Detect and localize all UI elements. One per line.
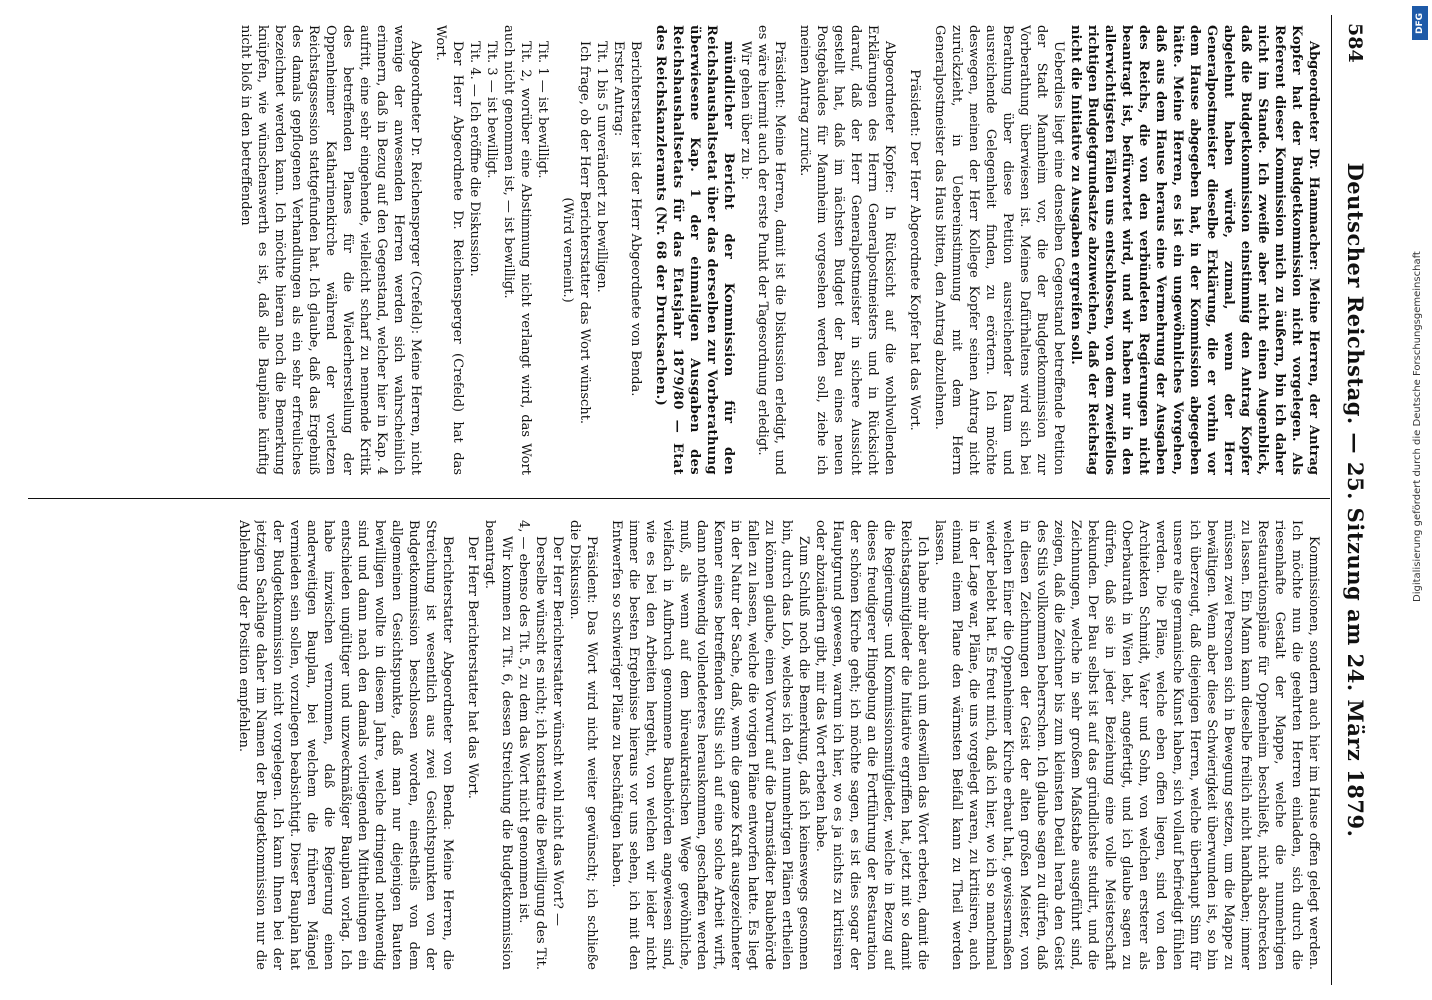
- paragraph: Tit. 1 bis 5 unverändert zu bewilligen.: [594, 41, 609, 293]
- page-number: 584: [1344, 23, 1366, 63]
- paragraph: Abgeordneter Dr. Reichensperger (Crefeld): Meine Herren, nicht wenige der anwesenden Herren werden sich wahrscheinlich erinnern, daß in Bezug auf den Gegenstand, welcher hier in Kap. 4 aufritt, eine sehr eingehende, vielleicht scharf zu nennende Kritik des betreffenden Planes für die Wiederherstellung der Oppenheimer Katharinenkirche während der vorletzen Reichstagssession stattgefunden hat. Ich glaube, daß das Ergebniß des damals gepflogenen Verhandlungen als ein sehr erfreuliches bezeichnet werden kann. Ich möchte hieran noch die Bemerkung knüpfen, wie wünschenswerth es ist, daß alle Baupläne künftig nicht bloß in den betreffenden: [238, 25, 423, 475]
- header-rule: [1331, 15, 1332, 985]
- paragraph: Tit. 1 — ist bewilligt.: [535, 41, 550, 179]
- digitization-credit: Digitalisierung gefördert durch die Deutsche Forschungsgemeinschaft: [1412, 251, 1423, 602]
- paragraph: Präsident: Der Herr Abgeordnete Kopfer hat das Wort.: [907, 69, 922, 431]
- paragraph: Erster Antrag:: [611, 41, 626, 137]
- column-divider: [28, 498, 1330, 499]
- paragraph: Abgeordneter Kopfer: In Rücksicht auf die wohlwollenden Erklärungen des Herrn Generalpostmeisters und in Rücksicht darauf, daß der Herr Generalpostmeister in sichere Aussicht gestellt hat, daß im nächsten Budget der Bau eines neuen Postgebäudes für Mannheim vorgesehen werden soll, ziehe ich meinen Antrag zurück.: [797, 25, 897, 475]
- dfg-logo: DFG: [1412, 6, 1428, 40]
- document-page: [28, 15, 1380, 985]
- page-header: [1328, 15, 1380, 985]
- paragraph: Präsident: Meine Herren, damit ist die Diskussion erledigt, und es wäre hiermit auch der erste Punkt der Tagesordnung erledigt.: [755, 25, 787, 475]
- paragraph: Berichterstatter ist der Herr Abgeordnete von Benda.: [628, 41, 643, 397]
- page-title: Deutscher Reichstag. — 25. Sitzung am 24. März 1879.: [1343, 162, 1368, 838]
- paragraph: Ich habe mir aber auch um deswillen das Wort erbeten, damit die Reichstagsmitglieder die Initiative ergriffen hat, jetzt mit so damit die Regierungs- und Kommissionsmitglieder, welche in Bezug auf dieses freudigerer Hingebung an die Fortführung der Restauration der schönen Kirche geht; ich möchte sagen, es ist dies sogar der Hauptgrund gewesen, warum ich hier, wo es ja nichts zu kritisiren oder abzuändern gibt, mir das Wort erbeten habe.: [813, 520, 930, 970]
- paragraph: Ich frage, ob der Herr Berichterstatter das Wort wünscht.: [577, 41, 592, 425]
- paragraph: Tit. 3 — ist bewilligt.: [484, 41, 499, 179]
- paragraph: Der Herr Abgeordnete Dr. Reichensperger (Crefeld) hat das Wort.: [433, 25, 465, 475]
- paragraph: Wir kommen zu Tit. 6, dessen Streichung die Budgetkommission beantragt.: [482, 520, 514, 970]
- paragraph: Tit. 2, worüber eine Abstimmung nicht verlangt wird, das Wort auch nicht genommen ist, — ist bewilligt.: [501, 25, 533, 475]
- paragraph: Der Herr Berichterstatter hat das Wort.: [465, 536, 480, 799]
- paragraph: Zum Schluß noch die Bemerkung, daß ich keineswegs gesonnen bin, durch das Lob, welches ich den nunmehrigen Plänen ertheilen zu können glaube, einen Vorwurf auf die Darmstädter Baubehörde fallen zu lassen, welche die vorigen Pläne entworfen hatte. Es liegt in der Natur der Sache, daß, wenn die ganze Kraft ausgezeichneter Kenner eines betreffenden Stils sich auf eine solche Arbeit wirft, dann nothwendig vollendeteres herauskommen, geschaffen werden muß, als wenn auf dem büreaukratischen Wege gewöhnliche, vielfach in Aufbruch genommene Baubehörden angewiesen sind, wie es bei den Arbeiten hergeht, von welchen wir leider nicht immer die besten Ergebnisse hieraus vor uns sehen, ich mit den Entwerfen so schwieriger Pläne zu beschäftigen haben.: [609, 520, 811, 970]
- paragraph: Präsident: Das Wort wird nicht weiter gewünscht; ich schließe die Diskussion.: [567, 520, 599, 970]
- paragraph: Berichterstatter Abgeordneter von Benda: Meine Herren, die Streichung ist wesentlich aus zwei Gesichtspunkten von der Budgetkommission beschlossen worden, einestheils von dem allgemeinen Gesichtspunkte, daß man nur diejenigen Bauten bewilligen wollte in diesem Jahre, welche dringend nothwendig sind und dann nach den damals vorliegenden Mittheilungen ein entschieden ungültiger und unzweckmäßiger Bauplan vorlag. Ich habe inzwischen vernommen, daß die Regierung einen anderweitigen Bauplan, bei welchem die früheren Mängel vermieden sein sollen, vorzulegen beabsichtigt. Dieser Bauplan hat der Budgetkommission nicht vorgelegen. Ich kann Ihnen bei der jetzigen Sachlage daher im Namen der Budgetkommission nur die Ablehnung der Position empfehlen.: [236, 520, 455, 970]
- paragraph: Ueberdies liegt eine denselben Gegenstand betreffende Petition der Stadt Mannheim vor, die der Budgetkommission zur Vorberathung überwiesen ist. Meines Dafürhaltens wird sich bei Berathung über diese Petition ausreichender Raum und ausreichende Gelegenheit finden, zu erörtern. Ich möchte deswegen, meinen der Herr Kollege Kopfer seinen Antrag nicht zurückzieht, in Uebereinstimmung mit dem Herrn Generalpostmeister das Haus bitten, den Antrag abzulehnen.: [932, 25, 1066, 475]
- paragraph: (Wird verneint.): [560, 197, 575, 303]
- paragraph: Tit. 4. — Ich eröffne die Diskussion.: [467, 41, 482, 277]
- paragraph: Der Herr Berichterstatter wünscht wohl nicht das Wort? —: [550, 536, 565, 927]
- left-column: [32, 25, 1322, 475]
- paragraph: Abgeordneter Dr. Hammacher: Meine Herren, der Antrag Kopfer hat der Budgetkommission nicht vorgelegen. Als Referent dieser Kommission mich zu äußern, bin ich daher nicht im Stande. Ich zweifle aber nicht einen Augenblick, daß die Budgetkommission einstimmig den Antrag Kopfer abgelehnt haben würde, zumal, wenn der Herr Generalpostmeister dieselbe Erklärung, die er vorhin vor dem Hause abgegeben hat, in der Kommission abgegeben hätte. Meine Herren, es ist ein ungewöhnliches Vorgehen, daß aus dem Hause heraus eine Vermehrung der Ausgaben des Reichs, die von den verbündeten Regierungen nicht beantragt ist, befürwortet wird, und wir haben nur in den allerwichtigsten Fällen uns entschlossen, von dem zweifellos richtigen Budgetgrundsatze abzuweichen, daß der Reichstag nicht die Initiative zu Ausgaben ergreifen soll.: [1068, 25, 1321, 475]
- right-column: [32, 520, 1322, 970]
- paragraph: Wir gehen über zu b:: [738, 41, 753, 181]
- paragraph: Kommissionen, sondern auch hier im Hause offen gelegt werden. Ich möchte nun die geehrten Herren einladen, sich durch die riesenhafte Gestalt der Mappe, welche die nunmehrigen Restaurationspläne für Oppenheim beschließt, nicht abschrecken zu lassen. Ein Mann kann dieselbe freilich nicht handhaben; immer müssen zwei Personen sich in Bewegung setzen, um die Mappe zu bewältigen. Wenn aber diese Schwierigkeit überwunden ist, so bin ich überzeugt, daß diejenigen Herren, welche überhaupt Sinn für unsere alte germanische Kunst haben, sich vollauf befriedigt fühlen werden. Die Pläne, welche eben offen liegen, sind von den Architekten Schmidt, Vater und Sohn, von welchen ersterer als Oberbaurath in Wien lebt, angefertigt, und ich glaube sagen zu dürfen, daß sie in jeder Beziehung eine volle Meisterschaft bekunden. Der Bau selbst ist auf das gründlichste studirt, und die Zeichnungen, welche in sehr großem Maßstabe ausgeführt sind, zeigen, daß die Zeichner bis zum kleinsten Detail herab den Geist des Stils vollkommen beherrschen. Ich glaube sagen zu dürfen, daß in diesen Zeichnungen der Geist der alten großen Meister, von welchen Einer die Oppenheimer Kirche erbaut hat, gewissermaßen wieder belebt hat. Es freut mich, daß ich hier, wo ich so manchmal in der Lage war, Pläne, die uns vorgelegt waren, zu kritisiren, auch einmal einem Plane den wärmsten Beifall kann zu Theil werden lassen.: [932, 520, 1321, 970]
- agenda-item-heading: mündlicher Bericht der Kommission für den Reichshaushaltsetat über das derselben zur Vorberathung überwiesene Kap. 1 der einmaligen Ausgaben des Reichshaushaltsetats für das Etatsjahr 1879/80 — Etat des Reichskanzleramts (Nr. 68 der Drucksachen.): [653, 25, 736, 475]
- paragraph: Derselbe wünscht es nicht; ich konstatire die Bewilligung des Tit. 4, — ebenso des Tit. 5, zu dem das Wort nicht genommen ist.: [516, 520, 548, 970]
